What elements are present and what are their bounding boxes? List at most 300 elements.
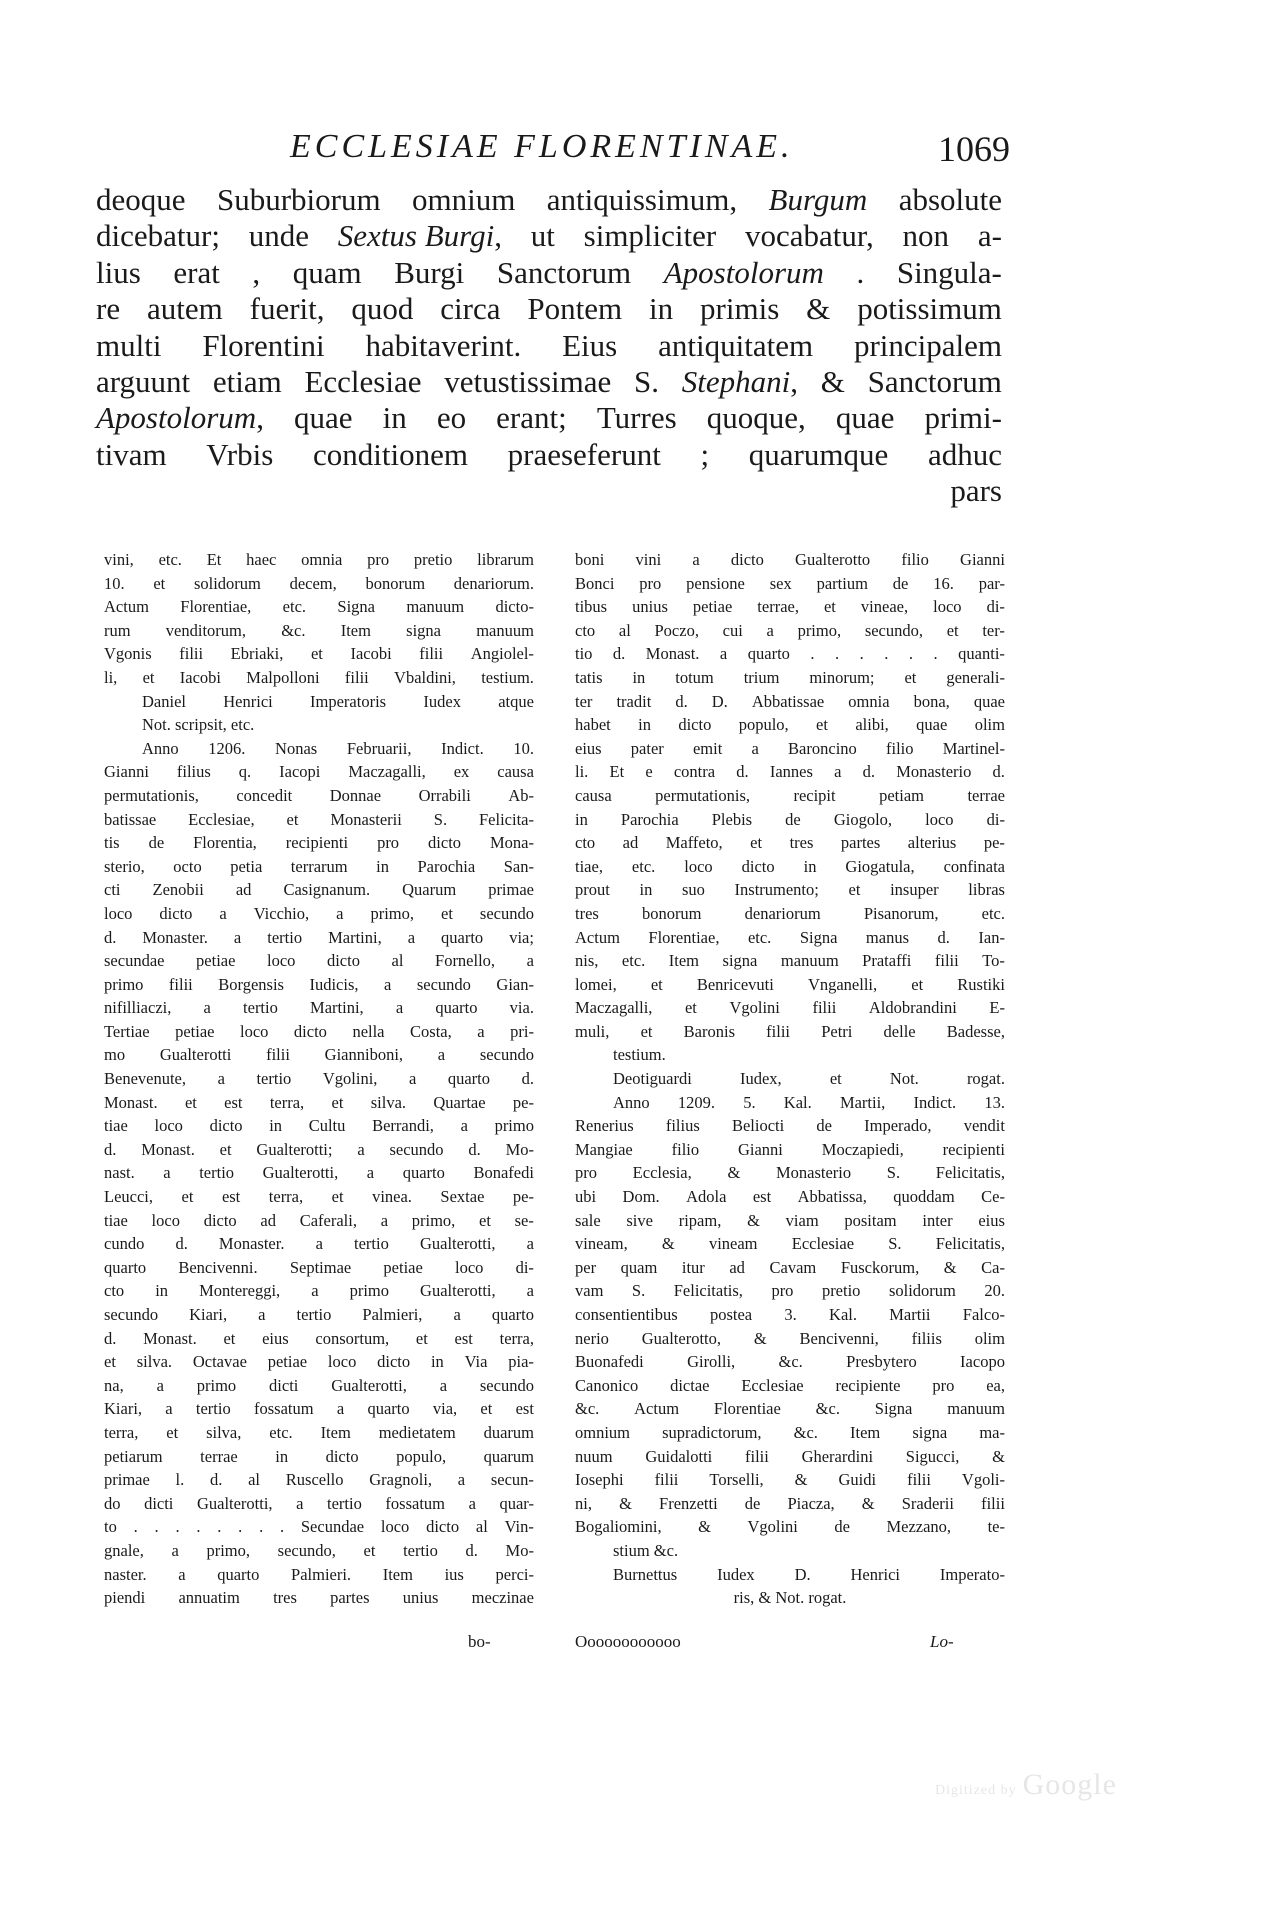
column-word: Henrici <box>223 691 273 711</box>
column-word: Ebriaki, <box>230 644 284 664</box>
column-line <box>575 902 1005 926</box>
column-line <box>104 1327 534 1351</box>
column-word: alterius <box>907 833 957 853</box>
column-word: Monaster. <box>218 1234 285 1254</box>
column-word: muli, <box>575 1021 610 1041</box>
column-word: via; <box>509 927 534 947</box>
column-word: loco <box>380 1517 410 1537</box>
column-word: de <box>744 1493 761 1513</box>
column-word: quar- <box>499 1493 534 1513</box>
column-word: partium <box>816 573 868 593</box>
main-word: quod <box>351 291 414 327</box>
column-word: D. <box>794 1564 811 1584</box>
column-word: Falco- <box>962 1305 1005 1324</box>
column-word: a <box>336 1399 345 1419</box>
column-word: permutationis, <box>655 785 750 805</box>
column-word: d. <box>175 1234 188 1254</box>
column-word: Ruscello <box>285 1470 344 1490</box>
column-word: di- <box>986 809 1005 829</box>
column-word: Indict. <box>441 738 484 758</box>
column-word: Deotiguardi <box>613 1069 692 1089</box>
column-line <box>575 1256 1005 1280</box>
column-word: petiae <box>196 951 236 971</box>
column-word: et <box>219 1139 232 1159</box>
column-line <box>575 949 1005 973</box>
column-word: et <box>946 620 959 640</box>
column-word: piendi <box>104 1588 146 1608</box>
column-word: . <box>933 644 938 664</box>
column-line <box>104 808 534 832</box>
column-word: Mangiae <box>575 1139 633 1159</box>
column-word: S. <box>888 1234 902 1254</box>
column-word: Gualterotti, <box>420 1281 496 1301</box>
column-word: et <box>286 809 299 829</box>
column-word: Martini, <box>328 927 382 947</box>
column-word: quae <box>973 691 1005 711</box>
column-word: et <box>331 1092 344 1112</box>
column-word: silva. <box>136 1352 173 1372</box>
column-word: a <box>526 1281 534 1301</box>
column-word: Iacopo <box>960 1352 1005 1372</box>
column-word: Parochia <box>620 809 679 829</box>
column-word: petiae <box>267 1352 308 1372</box>
column-word: Monast. <box>104 1092 158 1112</box>
column-word: a <box>453 1305 461 1324</box>
column-word: Iannes <box>769 762 813 782</box>
column-word: Plebis <box>711 809 753 829</box>
main-word: Turres <box>596 400 677 436</box>
column-word: signa <box>722 951 758 971</box>
column-word: secundo <box>104 1305 159 1324</box>
column-word: primae <box>104 1470 150 1490</box>
column-word: Not. <box>889 1069 919 1089</box>
column-word: d. <box>210 1470 223 1490</box>
column-word: Signa <box>874 1399 913 1419</box>
main-word: . <box>856 254 865 290</box>
column-word: Gherardini <box>801 1446 874 1466</box>
column-word: vam <box>575 1281 604 1301</box>
column-word: a <box>296 1493 304 1513</box>
column-word: . <box>175 1517 180 1537</box>
column-word: Mo- <box>505 1139 534 1159</box>
column-word: petia <box>230 856 263 876</box>
column-word: d. <box>992 762 1005 782</box>
column-word: Monasterio <box>775 1163 852 1183</box>
column-word: Renerius <box>575 1116 634 1136</box>
main-word: potissimum <box>857 291 1002 327</box>
column-word: to <box>104 1517 117 1537</box>
column-word: Giogatula, <box>845 856 915 876</box>
main-word: Sanctorum <box>867 364 1002 400</box>
column-line <box>575 1492 1005 1516</box>
main-word: Pontem <box>527 291 623 327</box>
column-word: quarto <box>435 998 478 1018</box>
column-word: Orrabili <box>418 785 471 805</box>
column-word: d. <box>104 927 117 947</box>
column-word: Septimae <box>289 1257 352 1277</box>
column-line <box>104 1421 534 1445</box>
column-word: Quarum <box>402 880 457 900</box>
column-word: pro <box>932 1375 955 1395</box>
column-line <box>104 1043 534 1067</box>
column-word: a <box>171 1540 179 1560</box>
column-word: fossatum <box>253 1399 314 1419</box>
column-line <box>575 1185 1005 1209</box>
column-word: Gualterotti, <box>196 1493 273 1513</box>
column-word: terra, <box>268 1187 304 1207</box>
column-word: Florentiae, <box>180 597 252 617</box>
column-word: de <box>148 833 165 853</box>
column-word: et <box>479 1210 491 1230</box>
column-word: Costa, <box>410 1021 452 1041</box>
column-word: Ca- <box>981 1257 1005 1277</box>
column-word: insuper <box>890 880 939 900</box>
column-word: de <box>834 1517 850 1537</box>
column-word: dicto <box>293 1021 327 1041</box>
column-word: terrae <box>967 785 1005 805</box>
column-word: ripam, <box>678 1210 722 1230</box>
column-word: S. <box>433 809 448 829</box>
column-word: e <box>645 762 653 782</box>
column-word: a <box>526 951 534 971</box>
column-word: manus <box>865 927 909 947</box>
column-word: emit <box>692 738 723 758</box>
main-text-catchword: pars <box>950 473 1002 509</box>
column-word: d. <box>104 1139 117 1159</box>
column-word: quarto <box>491 1305 534 1324</box>
column-word: et <box>184 1092 197 1112</box>
column-word: 1209. <box>677 1092 715 1112</box>
column-line <box>575 1397 1005 1421</box>
column-word: Prataffi <box>862 951 912 971</box>
main-word: autem <box>146 291 223 327</box>
column-word: pater <box>630 738 664 758</box>
column-word: Florentia, <box>193 833 257 853</box>
column-word: &c. <box>815 1399 840 1419</box>
column-word: habet <box>575 715 611 735</box>
column-word: filii <box>168 974 193 994</box>
column-word: secundo <box>416 974 471 994</box>
column-line <box>104 855 534 879</box>
column-word: Martinel- <box>942 738 1005 758</box>
column-word: terrae, <box>757 597 799 617</box>
column-word: in <box>275 1446 289 1466</box>
column-word: Gianniboni, <box>324 1045 404 1065</box>
column-word: recipienti <box>285 833 349 853</box>
column-word: Ab- <box>508 785 534 805</box>
column-line <box>104 1586 534 1610</box>
column-word: a <box>692 550 700 569</box>
column-word: Actum <box>634 1399 680 1419</box>
column-word: Gualterotti; <box>256 1139 333 1159</box>
column-line <box>575 760 1005 784</box>
column-word: loco <box>327 1352 357 1372</box>
column-word: Moczapiedi, <box>821 1139 904 1159</box>
column-word: Piacza, <box>787 1493 835 1513</box>
column-word: nis, <box>575 951 599 971</box>
column-word: pe- <box>512 1187 534 1207</box>
column-word: Item <box>668 951 700 971</box>
column-word: q. <box>238 762 252 782</box>
column-line <box>104 1397 534 1421</box>
column-word: dicto <box>377 1352 411 1372</box>
column-word: secundo <box>479 1045 534 1065</box>
column-word: populo, <box>738 715 789 735</box>
column-word: cto <box>575 620 596 640</box>
column-word: perci- <box>495 1564 534 1584</box>
column-line <box>104 572 534 596</box>
column-word: Felicita- <box>479 809 534 829</box>
column-word: Gian- <box>496 974 534 994</box>
column-word: d. <box>468 1139 481 1159</box>
column-word: loco <box>925 809 954 829</box>
column-line <box>575 713 1005 737</box>
column-word: Berrandi, <box>372 1116 434 1136</box>
column-word: filii <box>907 1470 931 1490</box>
main-text-line <box>96 182 1002 218</box>
column-line <box>104 1515 534 1539</box>
column-word: Vgolini <box>729 998 780 1018</box>
column-word: manuum <box>476 620 534 640</box>
main-text-line <box>96 364 1002 400</box>
column-word: 10. <box>104 573 125 593</box>
column-word: Tertiae <box>104 1021 150 1041</box>
column-line <box>104 1445 534 1469</box>
column-word: quarto <box>447 1069 491 1089</box>
column-word: cti <box>104 880 121 900</box>
column-word: Iosephi <box>575 1470 624 1490</box>
column-line <box>575 1067 1005 1091</box>
column-word: ad <box>235 880 252 900</box>
column-word: annuatim <box>178 1588 240 1608</box>
main-word: a- <box>977 218 1002 254</box>
column-word: Anno <box>142 738 179 758</box>
column-word: . <box>196 1517 201 1537</box>
column-word: filii <box>419 644 444 664</box>
column-line <box>104 737 534 761</box>
column-word: &c. <box>778 1352 803 1372</box>
column-line <box>104 1020 534 1044</box>
column-word: in <box>376 856 389 876</box>
column-word: vini <box>635 550 662 569</box>
column-word: . <box>279 1517 285 1537</box>
column-word: Bencivenni, <box>799 1328 879 1348</box>
column-word: Palmieri. <box>291 1564 352 1584</box>
column-word: delle <box>883 1021 916 1041</box>
column-word: nast. <box>104 1163 135 1183</box>
column-word: Iacobi <box>350 644 392 664</box>
column-word: Benricevuti <box>696 974 774 994</box>
main-word: Apostolorum <box>663 254 824 290</box>
column-word: filii <box>934 951 959 971</box>
column-word: dictae <box>670 1375 710 1395</box>
column-word: secun- <box>490 1470 534 1490</box>
column-word: et <box>441 903 453 923</box>
column-word: batissae <box>104 809 157 829</box>
column-word: al <box>391 951 404 971</box>
column-word: Guidalotti <box>645 1446 713 1466</box>
column-word: atque <box>498 691 534 711</box>
column-word: quanti- <box>958 644 1005 664</box>
column-word: et <box>480 1399 493 1419</box>
main-word: Eius <box>562 327 618 363</box>
column-word: Benevenute, <box>104 1069 187 1089</box>
column-word: tiae <box>104 1210 128 1230</box>
column-word: tertio <box>327 1493 362 1513</box>
column-word: a <box>178 1564 186 1584</box>
column-word: recipiente <box>835 1375 901 1395</box>
main-word: omnium <box>412 182 516 217</box>
column-word: al <box>248 1470 261 1490</box>
column-line <box>575 1374 1005 1398</box>
column-word: . <box>810 644 815 664</box>
column-word: a <box>751 738 759 758</box>
column-word: Monasterio <box>896 762 972 782</box>
column-word: d. <box>612 644 626 664</box>
column-word: a <box>439 1375 448 1395</box>
column-word: etc. <box>158 550 182 569</box>
column-word: eius <box>575 738 602 758</box>
watermark-prefix: Digitized by <box>935 1783 1017 1798</box>
column-word: do <box>104 1493 121 1513</box>
column-word: dicto <box>326 951 360 971</box>
column-word: omnium <box>575 1422 631 1442</box>
column-word: li. <box>575 762 589 782</box>
column-word: per <box>575 1257 597 1277</box>
column-word: Angiolel- <box>470 644 534 664</box>
column-word: venditorum, <box>165 620 246 640</box>
column-word: Gualterotti, <box>419 1234 496 1254</box>
column-word: est <box>515 1399 534 1419</box>
column-word: Monast. <box>645 644 700 664</box>
column-word: etc. <box>631 856 656 876</box>
column-word: tradit <box>616 691 652 711</box>
column-word: Sraderii <box>901 1493 954 1513</box>
column-word: in <box>639 880 653 900</box>
column-word: ad <box>260 1210 276 1230</box>
column-word: quarum <box>483 1446 534 1466</box>
column-word: tres <box>789 833 814 853</box>
column-word: Presbytero <box>846 1352 917 1372</box>
main-word: , <box>252 254 261 290</box>
google-watermark <box>935 1768 1117 1802</box>
column-word: Felicitatis, <box>935 1234 1005 1254</box>
column-word: d. <box>521 1069 534 1089</box>
watermark-brand: Google <box>1022 1768 1117 1801</box>
column-word: 1206. <box>208 738 246 758</box>
main-word: deoque <box>96 182 186 217</box>
column-word: Imperato- <box>939 1564 1005 1584</box>
main-word: in <box>382 400 407 436</box>
column-word: Ecclesiae <box>791 1234 855 1254</box>
main-word: antiquissimum, <box>546 182 738 217</box>
column-word: dicto- <box>495 597 534 617</box>
column-line <box>575 1114 1005 1138</box>
column-word: filio <box>885 738 914 758</box>
column-word: ius <box>444 1564 464 1584</box>
column-word: tertio <box>199 1163 235 1183</box>
column-word: ma- <box>979 1422 1005 1442</box>
column-word: loco <box>266 951 296 971</box>
column-word: petiae <box>175 1021 215 1041</box>
main-word: quae <box>835 400 895 436</box>
column-word: Februarii, <box>346 738 412 758</box>
column-word: Petri <box>821 1021 853 1041</box>
column-word: solidorum <box>888 1281 956 1301</box>
column-word: pia- <box>508 1352 534 1372</box>
column-word: Aldobrandini <box>868 998 957 1018</box>
column-word: etc. <box>282 597 307 617</box>
column-word: . <box>859 644 864 664</box>
signature-mark: Oooooooooooo <box>575 1632 681 1651</box>
column-word: dicto <box>741 856 775 876</box>
column-word: 16. <box>933 573 954 593</box>
column-word: Vnganelli, <box>807 974 878 994</box>
column-word: sive <box>626 1210 653 1230</box>
column-word: Felicitatis, <box>935 1163 1005 1183</box>
column-word: Ecclesia, <box>632 1163 692 1183</box>
column-word: et <box>904 667 917 687</box>
column-word: suo <box>681 880 705 900</box>
column-word: Octavae <box>192 1352 247 1372</box>
column-word: E- <box>989 998 1005 1018</box>
column-word: Frenzetti <box>659 1493 718 1513</box>
column-word: Monasterii <box>330 809 402 829</box>
column-word: libras <box>968 880 1005 900</box>
column-word: terra, <box>499 1328 534 1348</box>
column-word: et <box>684 998 697 1018</box>
main-word: fuerit, <box>249 291 325 327</box>
column-line <box>575 1468 1005 1492</box>
column-word: Zenobii <box>152 880 204 900</box>
column-line <box>575 642 1005 666</box>
column-word: loco <box>454 1257 484 1277</box>
column-word: recipit <box>793 785 836 805</box>
column-word: et <box>911 974 924 994</box>
column-word: d. <box>862 762 875 782</box>
column-line <box>575 690 1005 714</box>
column-word: filiis <box>911 1328 942 1348</box>
column-word: Actum <box>104 597 149 617</box>
column-word: par- <box>978 573 1005 593</box>
column-word: alibi, <box>855 715 889 735</box>
main-word: quarumque <box>748 436 889 472</box>
column-word: & <box>861 1493 875 1513</box>
column-word: nerio <box>575 1328 609 1348</box>
column-word: pretio <box>821 1281 861 1301</box>
column-word: a <box>477 1021 485 1041</box>
column-word: tiae, <box>575 856 603 876</box>
column-word: prout <box>575 880 610 900</box>
column-word: et <box>650 974 663 994</box>
column-line <box>104 1350 534 1374</box>
column-word: tertio <box>354 1234 389 1254</box>
column-word: dicti <box>144 1493 174 1513</box>
column-word: d. <box>104 1328 117 1348</box>
column-word: Vicchio, <box>253 903 310 923</box>
column-line <box>575 1563 1005 1587</box>
column-line <box>104 878 534 902</box>
column-word: supradictorum, <box>662 1422 762 1442</box>
column-word: To- <box>982 951 1005 971</box>
column-word: manuum <box>780 951 839 971</box>
column-word: vinea. <box>372 1187 412 1207</box>
column-word: et <box>104 1352 116 1372</box>
column-word: a <box>766 620 774 640</box>
column-word: Guidi <box>838 1470 877 1490</box>
column-word: &c. <box>281 620 306 640</box>
column-word: postea <box>709 1305 753 1324</box>
